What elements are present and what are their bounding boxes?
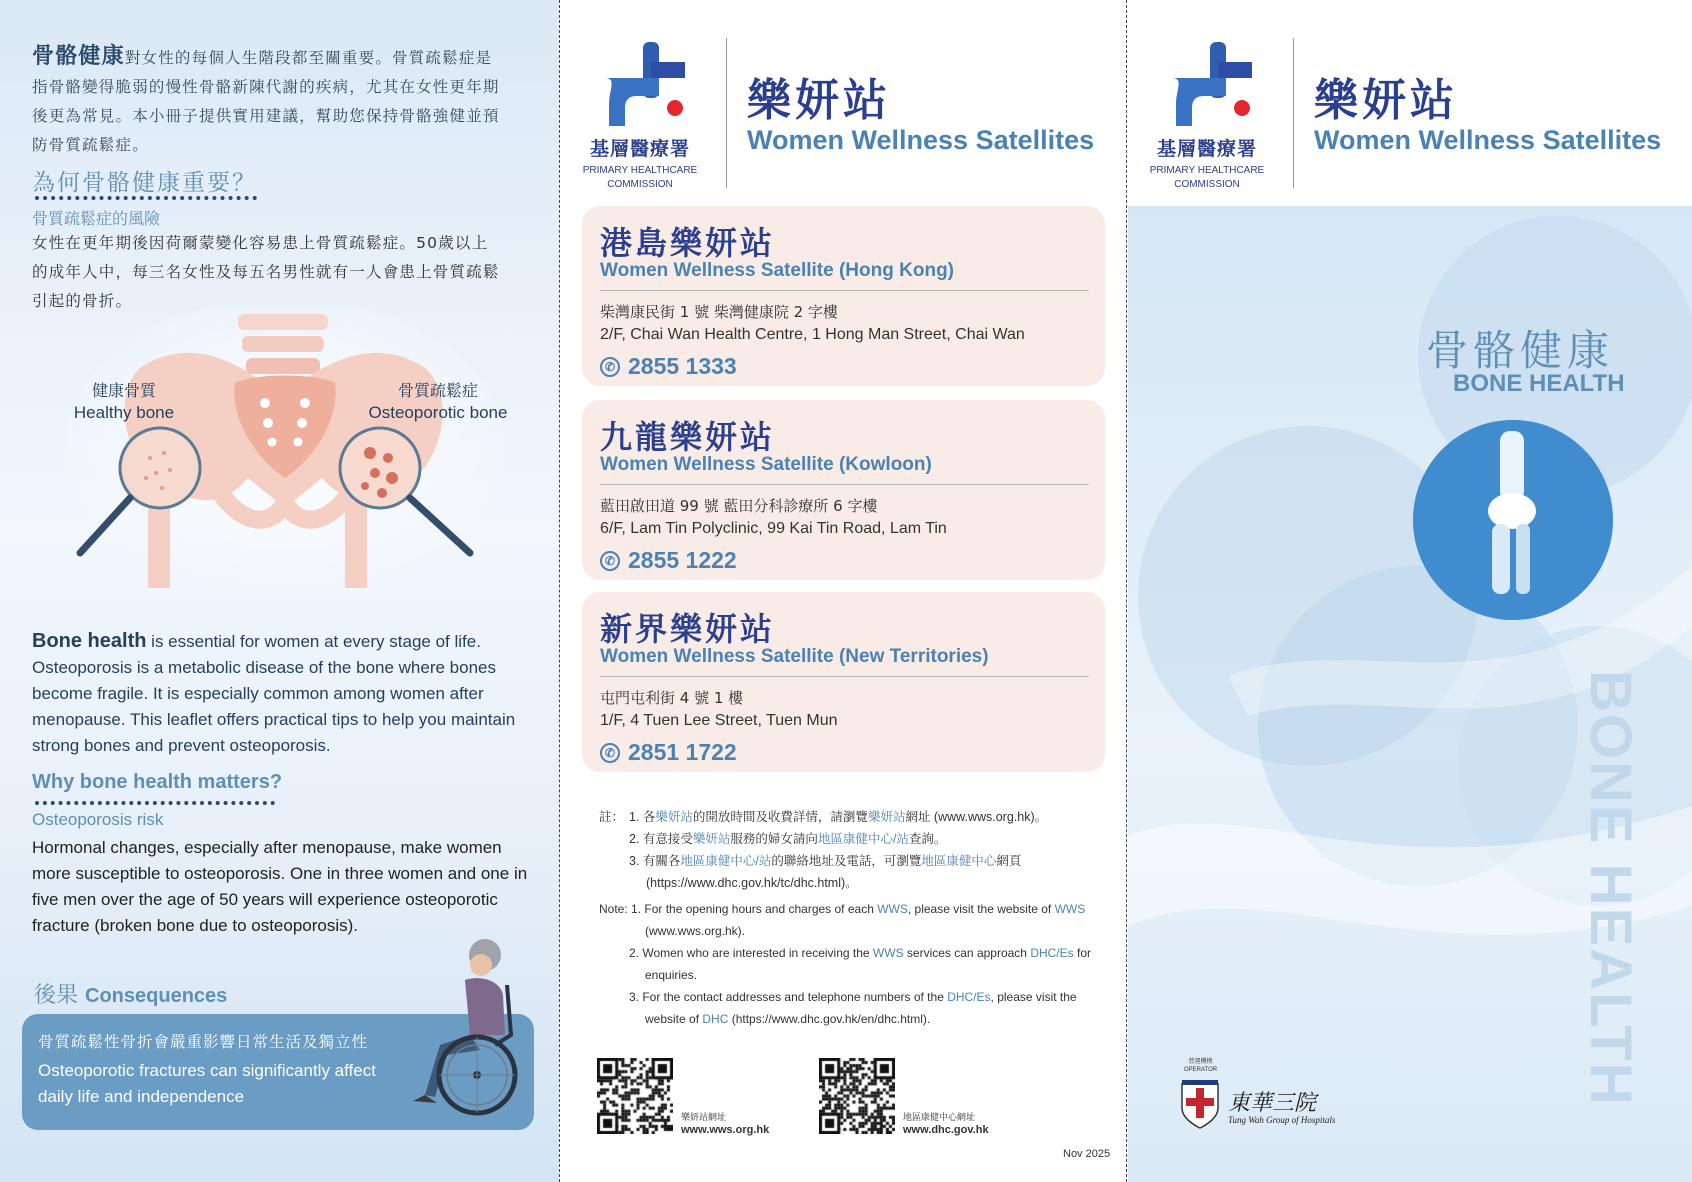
- risk-zh-line: 女性在更年期後因荷爾蒙變化容易患上骨質疏鬆症。50歲以上: [32, 234, 489, 252]
- intro-zh-line: 防骨質疏鬆症。: [32, 136, 149, 154]
- consequences-zh-text: 骨質疏鬆性骨折會嚴重影響日常生活及獨立性: [38, 1033, 369, 1051]
- wws-qr-caption: [681, 1112, 769, 1136]
- satellite-card: [582, 400, 1105, 580]
- note-text: 的聯絡地址及電話，可瀏覽: [771, 854, 922, 868]
- osteo-bone-zh: 骨質疏鬆症: [397, 381, 478, 400]
- risk-zh-line: 引起的骨折。: [32, 292, 133, 310]
- phone-icon: ✆: [600, 743, 620, 763]
- qr-pattern: [819, 1058, 895, 1134]
- satellite-name-en: Women Wellness Satellite (Kowloon): [600, 454, 932, 475]
- address-zh: 藍田啟田道 99 號 藍田分科診療所 6 字樓: [600, 497, 878, 515]
- address-en: 1/F, 4 Tuen Lee Street, Tuen Mun: [600, 712, 838, 729]
- notes-zh: [599, 806, 1119, 894]
- note-text: website of: [645, 1012, 703, 1026]
- phc-logo-icon: [1148, 38, 1266, 130]
- dhc-qr-code[interactable]: [819, 1058, 895, 1134]
- consequences-en-line: Osteoporotic fractures can significantly affect: [38, 1061, 376, 1080]
- intro-zh-line: 指骨骼變得脆弱的慢性骨骼新陳代謝的疾病，尤其在女性更年期: [32, 78, 500, 96]
- note-text: (https://www.dhc.gov.hk/en/dhc.html).: [728, 1012, 931, 1026]
- twgh-crest-icon: [1178, 1080, 1222, 1130]
- note-zh-line: [599, 850, 1119, 872]
- intro-en: [32, 628, 547, 759]
- consequences-en: Consequences: [85, 985, 228, 1007]
- risk-zh-line: 的成年人中，每三名女性及每五名男性就有一人會患上骨質疏鬆: [32, 263, 500, 281]
- note-highlight: DHC: [702, 1012, 729, 1026]
- note-text: , please visit the website of: [907, 902, 1055, 916]
- note-text: 網頁: [996, 854, 1022, 868]
- note-text: 1. 各: [629, 810, 656, 824]
- operator-zh: 營運機構: [1188, 1058, 1213, 1065]
- pelvis-illustration: [60, 308, 510, 598]
- note-text: 1. For the opening hours and charges of each: [631, 902, 878, 916]
- risk-en-line: fracture (broken bone due to osteoporosis).: [32, 916, 359, 935]
- brand-name-en: Women Wellness Satellites: [1314, 125, 1662, 155]
- risk-en-line: more susceptible to osteoporosis. One in three women and one in: [32, 864, 528, 883]
- intro-zh-line: 後更為常見。本小冊子提供實用建議，幫助您保持骨骼強健並預: [32, 107, 500, 125]
- note-text: enquiries.: [645, 968, 698, 982]
- org-name-en-line: PRIMARY HEALTHCARE: [582, 165, 698, 176]
- note-en-line: [599, 942, 1119, 964]
- address-zh: 柴灣康民街 1 號 柴灣健康院 2 字樓: [600, 303, 838, 321]
- card-divider: [600, 676, 1089, 677]
- wws-qr-code[interactable]: [597, 1058, 673, 1134]
- dhc-qr-caption: [903, 1112, 989, 1136]
- note-text: 網址 (www.wws.org.hk)。: [905, 810, 1048, 824]
- satellite-name-en: Women Wellness Satellite (New Territories): [600, 646, 989, 667]
- note-text: 2. Women who are interested in receiving the: [629, 946, 873, 960]
- org-name-en-line: COMMISSION: [607, 179, 673, 190]
- dotted-divider: [35, 801, 275, 805]
- phone-number[interactable]: [600, 547, 737, 574]
- note-highlight: 地區康健中心/站: [680, 854, 772, 868]
- phc-logo: [581, 38, 699, 190]
- phone-text: 2851 1722: [628, 739, 737, 765]
- phc-logo: [1148, 38, 1266, 190]
- intro-zh-line: 對女性的每個人生階段都至關重要。骨質疏鬆症是: [124, 49, 493, 67]
- card-divider: [600, 290, 1089, 291]
- note-highlight: 地區康健中心/站: [817, 832, 909, 846]
- healthy-bone-label: [68, 380, 180, 424]
- org-name-en: [1148, 164, 1266, 192]
- brand-name-zh: 樂妍站: [747, 75, 891, 126]
- cover-title-en: BONE HEALTH: [1453, 370, 1625, 397]
- phc-logo-icon: [581, 38, 699, 130]
- risk-en-line: five men over the age of 50 years will experience osteoporotic: [32, 890, 498, 909]
- note-zh-line: [599, 828, 1119, 850]
- address-zh: 屯門屯利街 4 號 1 樓: [600, 689, 744, 707]
- address-en: 2/F, Chai Wan Health Centre, 1 Hong Man Street, Chai Wan: [600, 326, 1025, 343]
- qr-url[interactable]: www.wws.org.hk: [681, 1124, 770, 1136]
- phone-icon: ✆: [600, 357, 620, 377]
- note-text: 3. 有關各: [629, 854, 681, 868]
- intro-en-line: is essential for women at every stage of life.: [146, 632, 481, 651]
- note-highlight: DHC/Es: [1030, 946, 1074, 960]
- note-en-line: [599, 1008, 1119, 1030]
- note-text: 服務的婦女請向: [730, 832, 818, 846]
- healthy-bone-zh: 健康骨質: [91, 381, 156, 400]
- qr-label: 地區康健中心網址: [903, 1113, 976, 1123]
- notes-zh-label: 註：: [599, 810, 625, 824]
- consequences-zh: 後果: [34, 983, 79, 1008]
- inner-left-panel: [0, 0, 559, 1182]
- note-highlight: WWS: [877, 902, 908, 916]
- logo-divider: [1293, 38, 1294, 188]
- note-text: 3. For the contact addresses and telephone numbers of the: [629, 990, 948, 1004]
- note-text: 查詢。: [908, 832, 947, 846]
- phone-icon: ✆: [600, 551, 620, 571]
- org-name-en: [581, 164, 699, 192]
- note-text: 的開放時間及收費詳情，請瀏覽: [692, 810, 868, 824]
- dotted-divider: [35, 196, 257, 200]
- qr-pattern: [597, 1058, 673, 1134]
- osteo-bone-en: Osteoporotic bone: [368, 403, 508, 422]
- operator-label: [1184, 1058, 1217, 1074]
- satellite-name-zh: 九龍樂妍站: [600, 418, 776, 456]
- org-name-en-line: COMMISSION: [1174, 179, 1240, 190]
- note-highlight: 樂妍站: [655, 810, 693, 824]
- qr-label: 樂妍站網址: [681, 1113, 727, 1123]
- note-text: (www.wws.org.hk).: [645, 924, 746, 938]
- card-divider: [600, 484, 1089, 485]
- notes-en: [599, 898, 1119, 1030]
- phone-text: 2855 1222: [628, 547, 737, 573]
- risk-body-zh: [32, 229, 547, 316]
- satellite-card: [582, 206, 1105, 386]
- org-name-zh: 基層醫療署: [1156, 138, 1257, 160]
- org-name-zh: 基層醫療署: [589, 138, 690, 160]
- notes-en-label: Note:: [599, 902, 628, 916]
- note-highlight: DHC/Es: [947, 990, 991, 1004]
- note-highlight: WWS: [872, 946, 904, 960]
- org-name-en-line: PRIMARY HEALTHCARE: [1149, 165, 1265, 176]
- osteoporotic-bone-label: [366, 380, 510, 424]
- why-heading-en: Why bone health matters?: [32, 771, 283, 793]
- vertical-watermark: BONE HEALTH: [1578, 670, 1643, 1107]
- note-highlight: WWS: [1054, 902, 1086, 916]
- satellite-name-zh: 港島樂妍站: [600, 224, 776, 262]
- risk-subheading-en: Osteoporosis risk: [32, 810, 164, 829]
- phone-number[interactable]: [600, 353, 737, 380]
- note-text: services can approach: [903, 946, 1031, 960]
- why-heading-zh: 為何骨骼健康重要？: [32, 170, 257, 196]
- note-zh-line: [599, 806, 1119, 828]
- satellite-name-en: Women Wellness Satellite (Hong Kong): [600, 260, 954, 281]
- brand-name-en: Women Wellness Satellites: [747, 125, 1095, 155]
- consequences-en-text: [38, 1058, 376, 1110]
- note-highlight: 樂妍站: [692, 832, 731, 846]
- healthy-bone-en: Healthy bone: [73, 403, 175, 422]
- inner-middle-panel: [561, 0, 1126, 1182]
- note-text: (https://www.dhc.gov.hk/tc/dhc.html)。: [646, 876, 858, 890]
- intro-en-line: Osteoporosis is a metabolic disease of the bone where bones: [32, 658, 496, 677]
- note-en-line: [599, 986, 1119, 1008]
- phone-number[interactable]: [600, 739, 737, 766]
- intro-en-line: become fragile. It is especially common among women after: [32, 684, 484, 703]
- intro-zh: [32, 42, 542, 160]
- cover-title-zh: 骨骼健康: [1426, 326, 1615, 375]
- risk-body-en: [32, 835, 552, 939]
- risk-subheading-zh: 骨質疏鬆症的風險: [32, 209, 161, 228]
- address-en: 6/F, Lam Tin Polyclinic, 99 Kai Tin Road, Lam Tin: [600, 520, 947, 537]
- intro-en-bold: Bone health: [32, 630, 147, 652]
- wheelchair-woman-illustration: [385, 935, 525, 1125]
- twgh-name-zh: 東華三院: [1228, 1091, 1317, 1116]
- satellite-card: [582, 592, 1105, 772]
- note-text: for: [1073, 946, 1091, 960]
- intro-en-line: menopause. This leaflet offers practical tips to help you maintain: [32, 710, 516, 729]
- operator-en: OPERATOR: [1184, 1067, 1218, 1073]
- consequences-en-line: daily life and independence: [38, 1087, 245, 1106]
- consequences-heading: [34, 978, 227, 1009]
- fold-line: [1126, 0, 1127, 1182]
- intro-zh-bold: 骨骼健康: [32, 44, 125, 69]
- logo-divider: [726, 38, 727, 188]
- brand-name-zh: 樂妍站: [1314, 75, 1458, 126]
- satellite-name-zh: 新界樂妍站: [600, 610, 776, 648]
- phone-text: 2855 1333: [628, 353, 737, 379]
- note-text: 2. 有意接受: [629, 832, 693, 846]
- note-highlight: 樂妍站: [867, 810, 906, 824]
- cover-panel: [1128, 0, 1692, 1182]
- note-highlight: 地區康健中心: [921, 854, 997, 868]
- publication-date: Nov 2025: [1063, 1148, 1111, 1160]
- twgh-name-en: Tung Wah Group of Hospitals: [1228, 1115, 1336, 1125]
- intro-en-line: strong bones and prevent osteoporosis.: [32, 736, 331, 755]
- note-en-line: [599, 898, 1119, 920]
- risk-en-line: Hormonal changes, especially after menopause, make women: [32, 838, 502, 857]
- note-text: , please visit the: [990, 990, 1077, 1004]
- fold-line: [559, 0, 560, 1182]
- qr-url[interactable]: www.dhc.gov.hk: [903, 1124, 989, 1136]
